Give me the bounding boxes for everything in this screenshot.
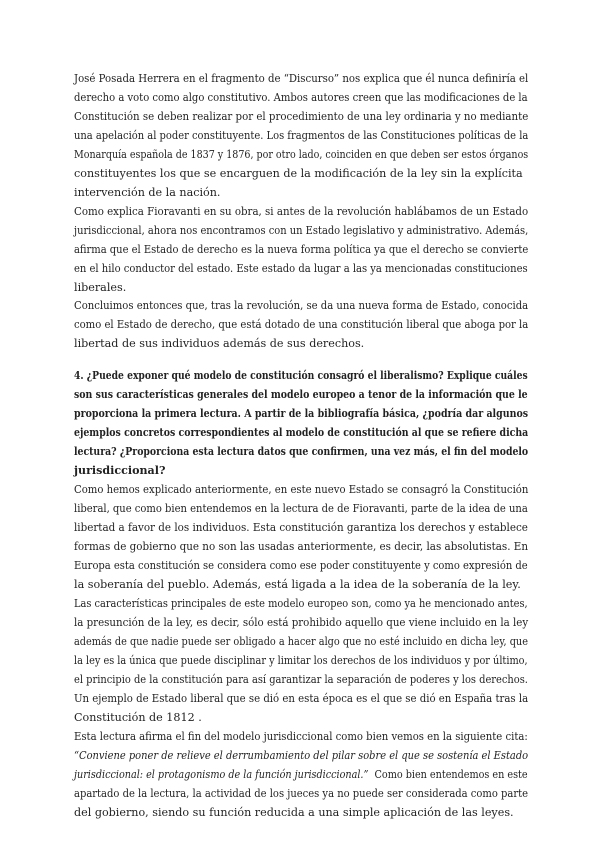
paragraph-1-line: constituyentes los que se encarguen de la modificación de la ley sin la explícita xyxy=(74,167,523,180)
paragraph-5-line: la ley es la única que puede disciplinar y limitar los derechos de los individuos y por último, xyxy=(74,654,528,667)
quote-text: jurisdiccional: el protagonismo de la función jurisdiccional.” xyxy=(74,768,369,781)
paragraph-7-line: del gobierno, siendo su función reducida a una simple aplicación de las leyes. xyxy=(74,806,514,819)
paragraph-1-line: José Posada Herrera en el fragmento de “Discurso” nos explica que él nunca definiría el xyxy=(74,72,529,85)
paragraph-2-line: Como explica Fioravanti en su obra, si antes de la revolución hablábamos de un Estado xyxy=(74,205,529,218)
paragraph-3-line: libertad de sus individuos además de sus derechos. xyxy=(74,337,365,350)
paragraph-2-line: afirma que el Estado de derecho es la nueva forma política ya que el derecho se convierte xyxy=(74,243,529,256)
paragraph-3-line: como el Estado de derecho, que está dotado de una constitución liberal que aboga por la xyxy=(74,318,529,331)
paragraph-4-line: formas de gobierno que no son las usadas anteriormente, es decir, las absolutistas. En xyxy=(74,540,529,553)
paragraph-4-line: la soberanía del pueblo. Además, está ligada a la idea de la soberanía de la ley. xyxy=(74,578,521,591)
paragraph-1-line: derecho a voto como algo constitutivo. Ambos autores creen que las modificaciones de la xyxy=(74,91,528,104)
paragraph-5-line: la presunción de la ley, es decir, sólo está prohibido aquello que viene incluido en la ley xyxy=(74,616,529,629)
paragraph-4-line: Como hemos explicado anteriormente, en este nuevo Estado se consagró la Constitución xyxy=(74,483,529,496)
paragraph-1-line: Monarquía española de 1837 y 1876, por otro lado, coinciden en que deben ser estos órganos xyxy=(74,148,529,161)
question-heading-line: 4. ¿Puede exponer qué modelo de constitución consagró el liberalismo? Explique cuáles xyxy=(74,369,528,382)
paragraph-5-line: el principio de la constitución para así garantizar la separación de poderes y los derechos. xyxy=(74,673,528,686)
paragraph-1-line: Constitución se deben realizar por el procedimiento de una ley ordinaria y no mediante xyxy=(74,110,529,123)
paragraph-7-line: apartado de la lectura, la actividad de los jueces ya no puede ser considerada como parte xyxy=(74,787,529,800)
paragraph-2-line: jurisdiccional, ahora nos encontramos con un Estado legislativo y administrativo. Además, xyxy=(74,224,529,237)
paragraph-1-line: una apelación al poder constituyente. Los fragmentos de las Constituciones políticas de la xyxy=(74,129,529,142)
continuation-text: Como bien entendemos en este xyxy=(368,768,528,781)
paragraph-4-line: libertad a favor de los individuos. Esta constitución garantiza los derechos y establece xyxy=(74,521,528,534)
paragraph-5-line: además de que nadie puede ser obligado a hacer algo que no esté incluido en dicha ley, que xyxy=(74,635,528,648)
question-heading-line: ejemplos concretos correspondientes al modelo de constitución al que se refiere dicha xyxy=(74,426,529,439)
question-heading-line: proporciona la primera lectura. A partir de la bibliografía básica, ¿podría dar algunos xyxy=(74,407,529,420)
question-heading-line: lectura? ¿Proporciona esta lectura datos que confirmen, una vez más, el fin del modelo xyxy=(74,445,529,458)
question-heading-line: son sus características generales del modelo europeo a tenor de la información que le xyxy=(74,388,528,401)
paragraph-5-line: Las características principales de este modelo europeo son, como ya he mencionado antes, xyxy=(74,597,528,610)
paragraph-2-line: en el hilo conductor del estado. Este estado da lugar a las ya mencionadas constituciones xyxy=(74,262,528,275)
paragraph-4-line: Europa esta constitución se considera como ese poder constituyente y como expresión de xyxy=(74,559,528,572)
paragraph-3-line: Concluimos entonces que, tras la revolución, se da una nueva forma de Estado, conocida xyxy=(74,299,529,312)
paragraph-6-line: Esta lectura afirma el fin del modelo jurisdiccional como bien vemos en la siguiente cita: xyxy=(74,730,528,743)
paragraph-2-line: liberales. xyxy=(74,281,127,294)
quote-line: “Conviene poner de relieve el derrumbamiento del pilar sobre el que se sostenía el Estado xyxy=(74,749,529,762)
paragraph-1-line: intervención de la nación. xyxy=(74,186,221,199)
paragraph-5-line: Constitución de 1812 . xyxy=(74,711,202,724)
paragraph-4-line: liberal, que como bien entendemos en la lectura de de Fioravanti, parte de la idea de una xyxy=(74,502,528,515)
question-heading-line: jurisdiccional? xyxy=(74,464,166,477)
quote-line-with-continuation xyxy=(74,766,528,784)
paragraph-5-line: Un ejemplo de Estado liberal que se dió en esta época es el que se dió en España tras la xyxy=(74,692,529,705)
